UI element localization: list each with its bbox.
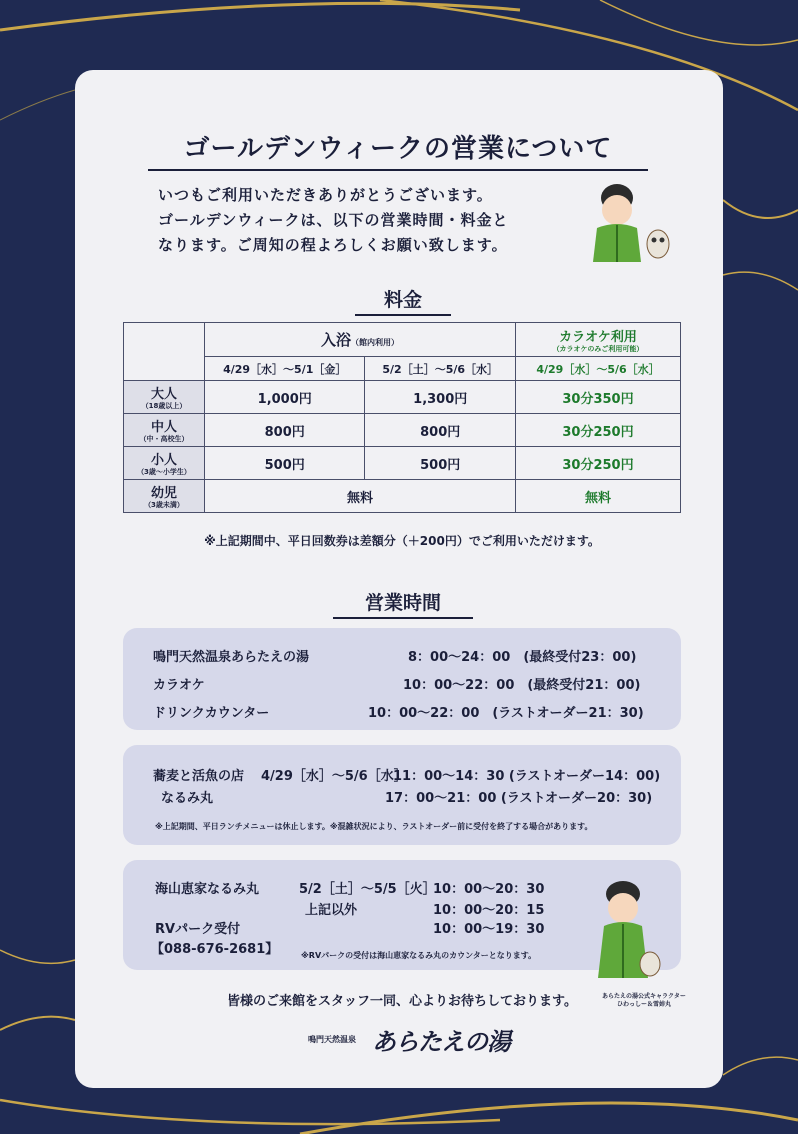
price-cell: 500円: [205, 447, 365, 480]
character-mascot-icon: [588, 880, 668, 980]
price-cell: 1,300円: [365, 381, 516, 414]
row-label-middle: 中人 （中・高校生）: [124, 414, 205, 447]
karaoke-period-header: 4/29［水］～5/6［水］: [516, 357, 681, 381]
price-cell: 無料: [205, 480, 516, 513]
intro-text: いつもご利用いただきありがとうございます。 ゴールデンウィークは、以下の営業時間・料金と なります。ご周知の程よろしくお願い致します。: [158, 186, 509, 254]
page-title: ゴールデンウィークの営業について: [148, 128, 648, 171]
logo: あらたえの湯: [372, 1027, 510, 1056]
hours-heading: 営業時間: [333, 588, 473, 619]
hours-box-main: 鳴門天然温泉あらたえの湯 8：00～24：00 (最終受付23：00) カラオケ 10：00～22：00 (最終受付21：00) ドリンクカウンター 10：00～22：00 (ラストオーダー21：30): [123, 628, 681, 730]
logo-subtitle: 鳴門天然温泉: [308, 1035, 356, 1044]
karaoke-price-cell: 30分250円: [516, 414, 681, 447]
period1-header: 4/29［水］～5/1［金］: [205, 357, 365, 381]
karaoke-price-cell: 無料: [516, 480, 681, 513]
bath-header: 入浴（館内利用）: [205, 323, 516, 357]
hours-box-restaurant: 蕎麦と活魚の店 4/29［水］～5/6［水］ 11：00～14：30 (ラストオーダー14：00) なるみ丸 17：00～21：00 (ラストオーダー20：30) ※上記期間、平日ランチメニューは休止します。※混雑状況により、ラストオーダー前に受付を終了する場合があります。: [123, 745, 681, 845]
pricing-heading: 料金: [355, 285, 451, 316]
karaoke-header: カラオケ利用 （カラオケのみご利用可能）: [516, 323, 681, 357]
footer-message: 皆様のご来館をスタッフ一同、心よりお待ちしております。: [227, 994, 577, 1009]
price-cell: 800円: [205, 414, 365, 447]
row-label-adult: 大人 （18歳以上）: [124, 381, 205, 414]
row-label-infant: 幼児 （3歳未満）: [124, 480, 205, 513]
price-cell: 500円: [365, 447, 516, 480]
character-caption: あらたえの湯公式キャラクター ひわっしー＆雪姉丸: [602, 993, 686, 1008]
period2-header: 5/2［土］～5/6［水］: [365, 357, 516, 381]
price-cell: 800円: [365, 414, 516, 447]
row-label-child: 小人 （3歳～小学生）: [124, 447, 205, 480]
price-cell: 1,000円: [205, 381, 365, 414]
pricing-note: ※上記期間中、平日回数券は差額分（＋200円）でご利用いただけます。: [204, 534, 600, 548]
karaoke-price-cell: 30分350円: [516, 381, 681, 414]
character-illustration-icon: [585, 180, 675, 265]
karaoke-price-cell: 30分250円: [516, 447, 681, 480]
price-table: [123, 322, 681, 513]
hours-box-shop: 海山恵家なるみ丸 5/2［土］～5/5［火］ 10：00～20：30 上記以外 10：00～20：15 RVパーク受付 10：00～19：30 【088-676-2681】 ※RVパークの受付は海山恵家なるみ丸のカウンターとなります。: [123, 860, 681, 970]
